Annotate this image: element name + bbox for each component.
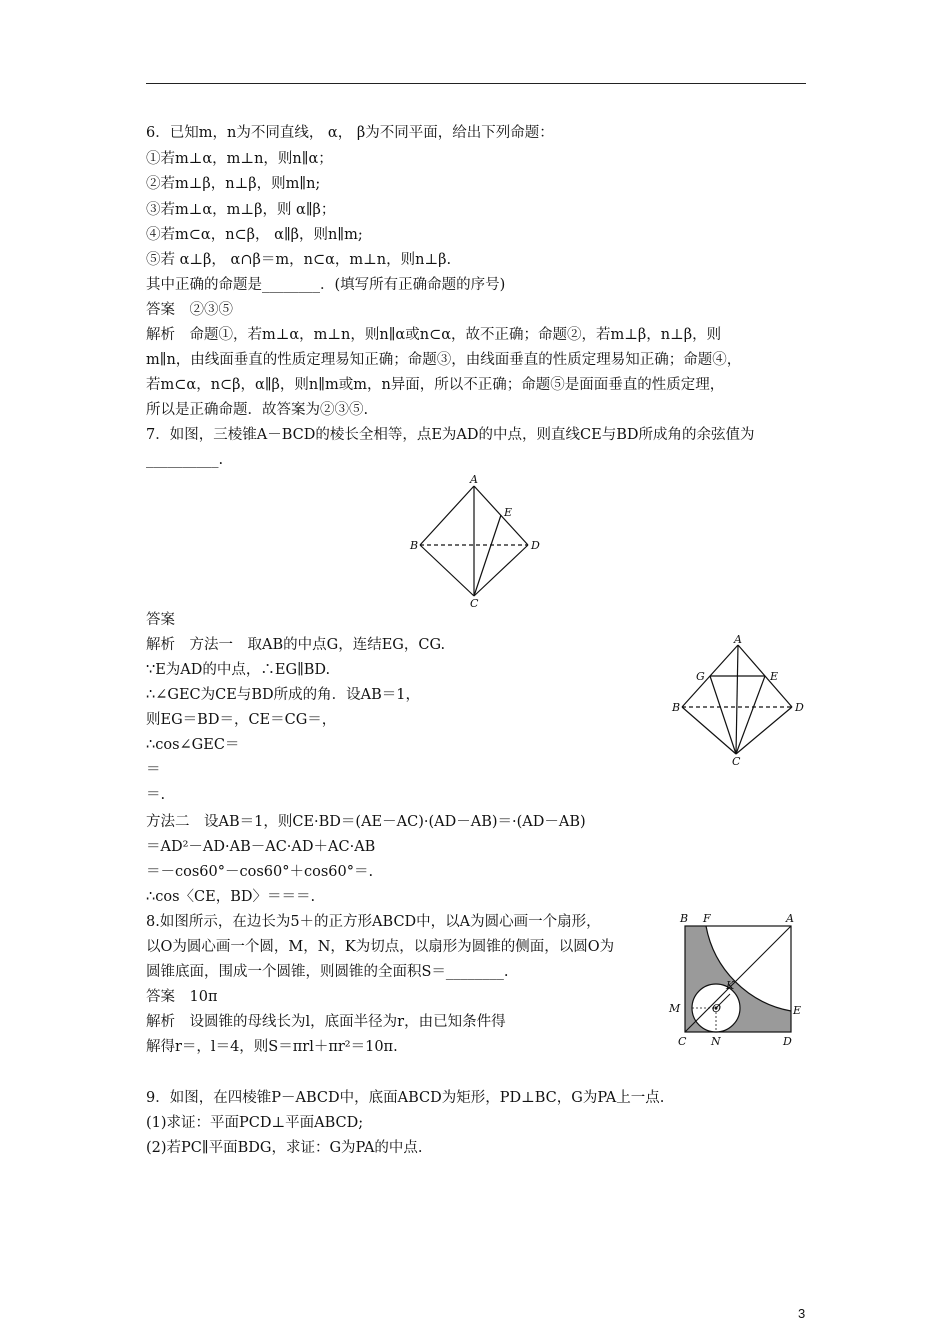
fig1-label-e: E xyxy=(504,506,513,519)
fig3-label-m: M xyxy=(669,1002,681,1015)
q6-stem: 6．已知m，n为不同直线， α， β为不同平面，给出下列命题： xyxy=(146,125,554,141)
q7-analysis-4: 则EG＝BD＝，CE＝CG＝， xyxy=(146,712,337,728)
q9-stem: 9．如图，在四棱锥P－ABCD中，底面ABCD为矩形，PD⊥BC，G为PA上一点. xyxy=(146,1090,665,1106)
q7-method2-3: ＝－cos60°－cos60°＋cos60°＝. xyxy=(146,864,374,880)
fig3-label-o: O xyxy=(712,1002,722,1015)
q6-analysis-1: 解析 命题①，若m⊥α，m⊥n，则n∥α或n⊂α，故不正确；命题②，若m⊥β，n⊥β，则 xyxy=(146,327,722,343)
q6-item-3: ③若m⊥α，m⊥β，则 α∥β； xyxy=(146,202,336,218)
q8-answer: 答案 10π xyxy=(146,989,218,1005)
fig2-label-c: C xyxy=(732,755,741,768)
fig1-label-c: C xyxy=(470,597,479,607)
q6-item-4: ④若m⊂α，n⊂β， α∥β，则n∥m; xyxy=(146,227,363,243)
q7-stem-1: 7．如图，三棱锥A－BCD的棱长全相等，点E为AD的中点，则直线CE与BD所成角的余弦值为 xyxy=(146,427,755,443)
q7-method2-4: ∴cos〈CE，BD〉＝＝＝. xyxy=(146,889,316,905)
square-sector-figure xyxy=(664,908,814,1050)
fig2-label-g: G xyxy=(696,670,705,683)
header-rule xyxy=(146,83,806,84)
q7-method2-1: 方法二 设AB＝1，则CE·BD＝(AE－AC)·(AD－AB)＝·(AD－AB) xyxy=(146,814,586,830)
tetrahedron-figure-2 xyxy=(668,634,813,769)
fig3-label-k: K xyxy=(726,979,735,992)
fig3-label-n: N xyxy=(711,1035,721,1048)
fig1-label-d: D xyxy=(531,539,540,552)
q6-item-5: ⑤若 α⊥β， α∩β＝m，n⊂α，m⊥n，则n⊥β. xyxy=(146,252,452,268)
tetrahedron-figure-1 xyxy=(400,472,550,607)
fig3-label-d: D xyxy=(783,1035,792,1048)
q6-analysis-4: 所以是正确命题．故答案为②③⑤. xyxy=(146,402,369,418)
q7-analysis-3: ∴∠GEC为CE与BD所成的角．设AB＝1， xyxy=(146,687,420,703)
page-number: 3 xyxy=(798,1306,806,1321)
fig3-label-e: E xyxy=(793,1004,802,1017)
q8-analysis-2: 解得r＝，l＝4，则S＝πrl＋πr²＝10π. xyxy=(146,1039,398,1055)
q7-analysis-2: ∵E为AD的中点，∴EG∥BD. xyxy=(146,662,331,678)
q8-analysis-1: 解析 设圆锥的母线长为l，底面半径为r，由已知条件得 xyxy=(146,1014,506,1030)
q6-prompt: 其中正确的命题是________．(填写所有正确命题的序号) xyxy=(146,277,506,293)
q8-stem-3: 圆锥底面，围成一个圆锥，则圆锥的全面积S＝________. xyxy=(146,964,509,980)
fig3-label-b: B xyxy=(680,912,689,925)
fig1-label-b: B xyxy=(410,539,419,552)
fig3-label-f: F xyxy=(703,912,711,925)
fig2-label-b: B xyxy=(672,701,681,714)
q8-stem-2: 以O为圆心画一个圆，M，N，K为切点，以扇形为圆锥的侧面，以圆O为 xyxy=(146,939,615,955)
fig3-label-a: A xyxy=(786,912,794,925)
q6-item-2: ②若m⊥β，n⊥β，则m∥n; xyxy=(146,176,321,192)
q7-analysis-7: ＝. xyxy=(146,787,166,803)
q6-answer: 答案 ②③⑤ xyxy=(146,302,233,318)
q7-analysis-6: ＝ xyxy=(146,762,161,778)
q7-analysis-1: 解析 方法一 取AB的中点G，连结EG，CG. xyxy=(146,637,446,653)
fig2-label-a: A xyxy=(734,634,742,646)
q9-part-2: (2)若PC∥平面BDG，求证：G为PA的中点. xyxy=(146,1140,423,1156)
q7-answer: 答案 xyxy=(146,612,175,628)
q6-item-1: ①若m⊥α，m⊥n，则n∥α； xyxy=(146,151,333,167)
fig2-label-e: E xyxy=(770,670,779,683)
q8-stem-1: 8.如图所示，在边长为5＋的正方形ABCD中，以A为圆心画一个扇形， xyxy=(146,914,601,930)
q6-analysis-3: 若m⊂α，n⊂β，α∥β，则n∥m或m，n异面，所以不正确；命题⑤是面面垂直的性质定理， xyxy=(146,377,725,393)
q7-analysis-5: ∴cos∠GEC＝ xyxy=(146,737,240,753)
q7-stem-2: __________. xyxy=(146,452,224,468)
fig1-label-a: A xyxy=(470,473,478,486)
fig2-label-d: D xyxy=(795,701,804,714)
q6-analysis-2: m∥n，由线面垂直的性质定理易知正确；命题③，由线面垂直的性质定理易知正确；命题④， xyxy=(146,352,742,368)
q7-method2-2: ＝AD²－AD·AB－AC·AD＋AC·AB xyxy=(146,839,376,855)
q9-part-1: (1)求证：平面PCD⊥平面ABCD; xyxy=(146,1115,364,1131)
fig3-label-c: C xyxy=(678,1035,687,1048)
